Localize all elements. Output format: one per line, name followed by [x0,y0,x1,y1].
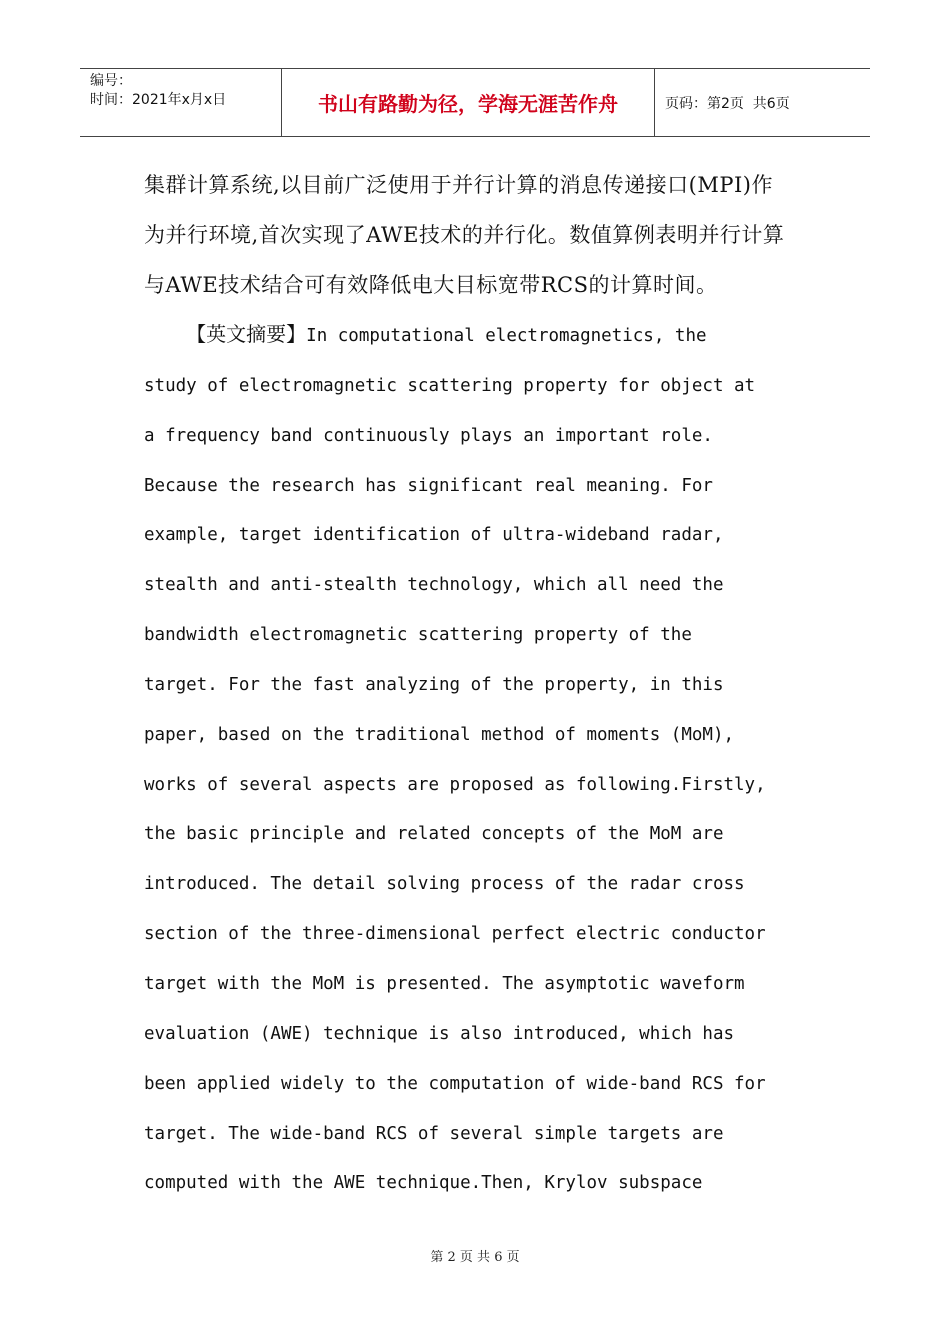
page-footer: 第 2 页 共 6 页 [430,1250,520,1265]
abstract-line: bandwidth electromagnetic scattering property of the [144,625,692,646]
chinese-line: 集群计算系统,以目前广泛使用于并行计算的消息传递接口(MPI)作 [144,173,773,197]
header-meta [80,69,282,136]
abstract-line: target with the MoM is presented. The asymptotic waveform [144,973,745,994]
abstract-line: paper, based on the traditional method of moments (MoM), [144,724,735,745]
abstract-line: the basic principle and related concepts of the MoM are [144,824,724,845]
abstract-line: target. The wide-band RCS of several simple targets are [144,1123,724,1144]
abstract-first-line [144,310,814,362]
abstract-label: 【英文摘要】 [186,322,307,346]
abstract-line: works of several aspects are proposed as following.Firstly, [144,774,766,795]
chinese-line: 为并行环境,首次实现了AWE技术的并行化。数值算例表明并行计算 [144,223,785,247]
document-body [144,160,814,1209]
chinese-line: 与AWE技术结合可有效降低电大目标宽带RCS的计算时间。 [144,273,718,297]
header-motto: 书山有路勤为径，学海无涯苦作舟 [282,69,655,136]
time-label: 时间：2021年x月x日 [90,92,227,108]
abstract-line: introduced. The detail solving process of the radar cross [144,874,745,895]
header-page-info [655,69,870,136]
abstract-line: been applied widely to the computation of wide-band RCS for [144,1073,766,1094]
page-header [80,68,870,137]
abstract-line: section of the three-dimensional perfect electric conductor [144,924,766,945]
abstract-line: evaluation (AWE) technique is also introduced, which has [144,1023,735,1044]
abstract-line: Because the research has significant real meaning. For [144,475,713,496]
abstract-first-text: In computational electromagnetics, the [306,326,707,346]
abstract-line: stealth and anti-stealth technology, which all need the [144,575,724,596]
page-info-text: 页码：第2页 共6页 [665,95,790,112]
abstract-line: example, target identification of ultra-wideband radar, [144,525,724,546]
serial-label: 编号： [90,73,132,89]
abstract-line: study of electromagnetic scattering property for object at [144,375,756,396]
abstract-line: target. For the fast analyzing of the property, in this [144,674,724,695]
abstract-line: computed with the AWE technique.Then, Krylov subspace [144,1173,703,1194]
abstract-line: a frequency band continuously plays an important role. [144,425,713,446]
